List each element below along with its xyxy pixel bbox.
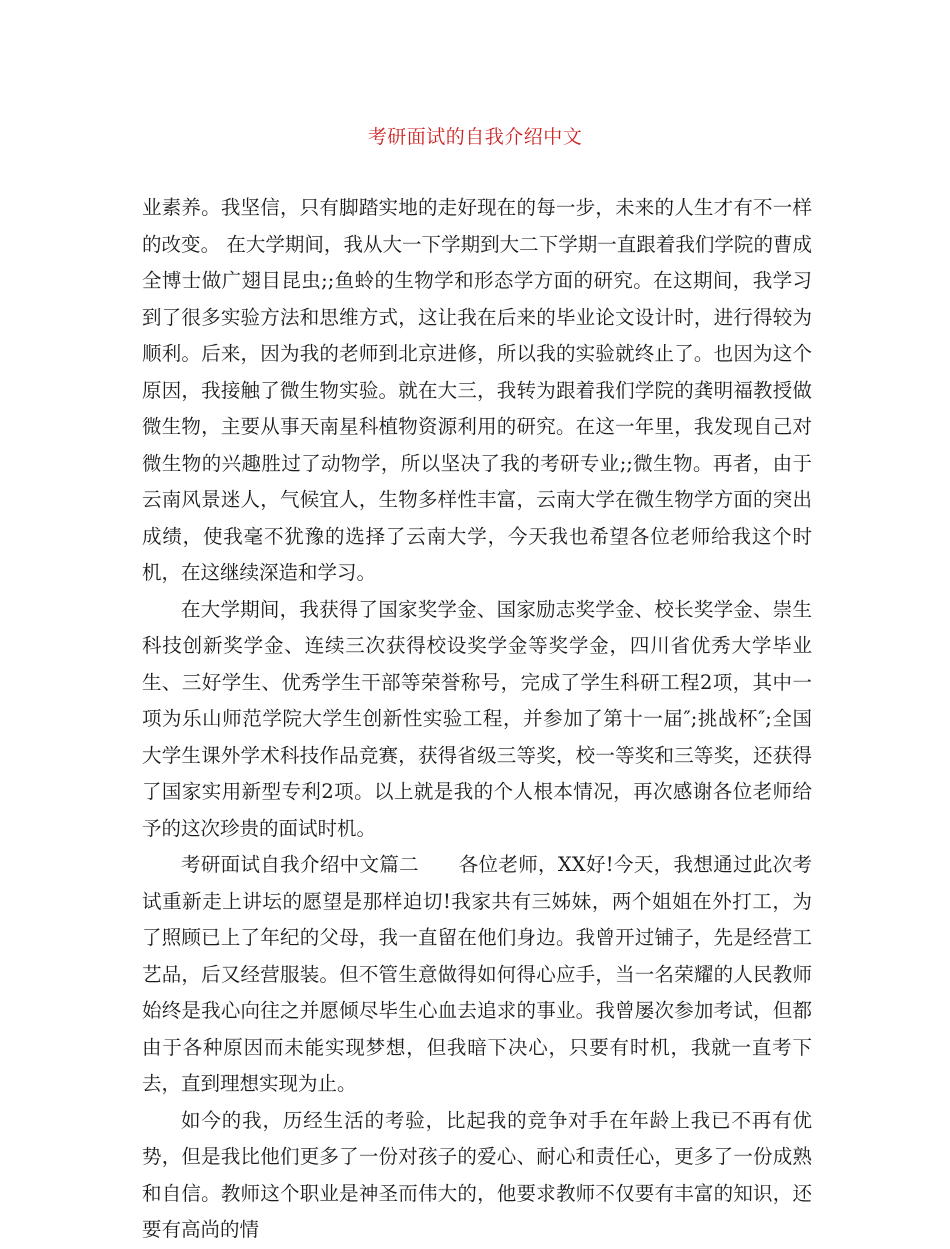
document-body bbox=[142, 190, 812, 1249]
paragraph-current: 如今的我，历经生活的考验，比起我的竞争对手在年龄上我已不再有优势，但是我比他们更多了一份对孩子的爱心、耐心和责任心，更多了一份成熟和自信。教师这个职业是神圣而伟大的，他要求教师不仅要有丰富的知识，还要有高尚的情 bbox=[142, 1108, 812, 1241]
paragraph-continuation: 业素养。我坚信，只有脚踏实地的走好现在的每一步，未来的人生才有不一样的改变。 在大学期间，我从大一下学期到大二下学期一直跟着我们学院的曹成全博士做广翅目昆虫;;鱼蛉的生物学和形态学方面的研究。在这期间，我学习到了很多实验方法和思维方式，这让我在后来的毕业论文设计时，进行得较为顺利。后来，因为我的老师到北京进修，所以我的实验就终止了。也因为这个原因，我接触了微生物实验。就在大三，我转为跟着我们学院的龚明福教授做微生物，主要从事天南星科植物资源利用的研究。在这一年里，我发现自己对微生物的兴趣胜过了动物学，所以坚决了我的考研专业;;微生物。再者，由于云南风景迷人，气候宜人，生物多样性丰富，云南大学在微生物学方面的突出成绩，使我毫不犹豫的选择了云南大学，今天我也希望各位老师给我这个时机，在这继续深造和学习。 bbox=[142, 196, 812, 584]
document-title: 考研面试的自我介绍中文 bbox=[367, 126, 583, 148]
paragraph-part-two: 考研面试自我介绍中文篇二 各位老师，XX好!今天，我想通过此次考试重新走上讲坛的愿望是那样迫切!我家共有三姊妹，两个姐姐在外打工，为了照顾已上了年纪的父母，我一直留在他们身边。我曾开过铺子，先是经营工艺品，后又经营服装。但不管生意做得如何得心应手，当一名荣耀的人民教师始终是我心向往之并愿倾尽毕生心血去追求的事业。我曾屡次参加考试，但都由于各种原因而未能实现梦想，但我暗下决心，只要有时机，我就一直考下去，直到理想实现为止。 bbox=[142, 853, 812, 1095]
paragraph-awards: 在大学期间，我获得了国家奖学金、国家励志奖学金、校长奖学金、崇生科技创新奖学金、连续三次获得校设奖学金等奖学金，四川省优秀大学毕业生、三好学生、优秀学生干部等荣誉称号，完成了学生科研工程2项，其中一项为乐山师范学院大学生创新性实验工程，并参加了第十一届″;挑战杯″;全国大学生课外学术科技作品竞赛，获得省级三等奖，校一等奖和三等奖，还获得了国家实用新型专利2项。以上就是我的个人根本情况，再次感谢各位老师给予的这次珍贵的面试时机。 bbox=[142, 597, 812, 840]
